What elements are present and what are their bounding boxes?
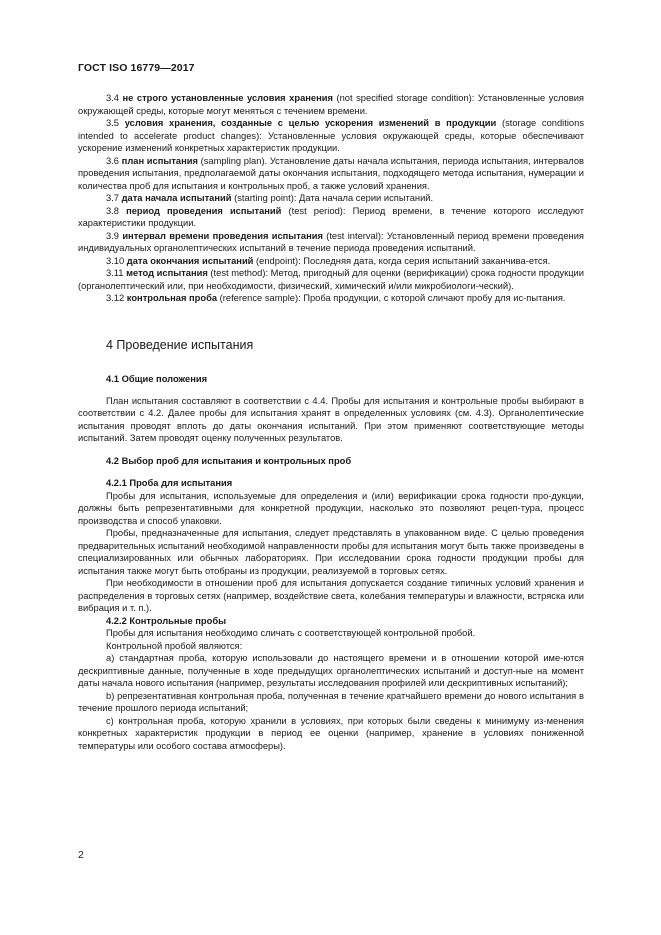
page-number: 2 bbox=[78, 849, 84, 861]
document-header: ГОСТ ISO 16779—2017 bbox=[78, 62, 195, 74]
paragraph: Пробы для испытания необходимо сличать с соответствующей контрольной пробой. bbox=[106, 628, 476, 638]
term: период проведения испытаний bbox=[126, 205, 282, 216]
paragraph: Пробы, предназначенные для испытания, следует представлять в упакованном виде. С целью проведения предварительных испытаний необходимой направленности пробы для испытания могут быть также произведены в специализированных или обычных лабораториях. При исследовании срока годности продукции пробы для испытания также могут быть отобраны из продукции, реализуемой в торговых сетях. bbox=[78, 528, 584, 576]
definitions-list bbox=[78, 92, 584, 305]
definition-3-12: 3.12 контрольная проба (reference sample): Проба продукции, с которой сличают пробу для ис-пытания. bbox=[106, 293, 566, 303]
list-item: с) контрольная проба, которую хранили в условиях, при которых были сведены к минимуму из-менения конкретных характеристик продукции в период ее оценки (например, хранение в условиях пониженной температуры или особого состава атмосферы). bbox=[78, 715, 584, 751]
definition-3-8: 3.8 период проведения испытаний (test period): Период времени, в течение которого исследуют характеристики продукции. bbox=[78, 205, 585, 228]
definition-3-5: 3.5 условия хранения, созданные с целью ускорения изменений в продукции (storage conditions intended to accelerate product changes): Установленные условия окружающей среды, которые обеспечивают ускорение изменений конкретных характеристик продукции. bbox=[78, 118, 584, 153]
paragraph: При необходимости в отношении проб для испытания допускается создание типичных условий хранения и распределения в торговых сетях (например, воздействие света, колебания температуры и влажности, встряска или вибрация и т. п.). bbox=[78, 578, 584, 613]
term: дата окончания испытаний bbox=[126, 255, 254, 266]
term: план испытания bbox=[121, 155, 198, 166]
paragraph: План испытания составляют в соответствии с 4.4. Пробы для испытания и контрольные пробы выбирают в соответствии с 4.2. Далее пробы для испытания хранят в определенных условиях (см. 4.3). Органолептические испытания проводят вплоть до даты окончания испытаний. При этом применяют соответствующие методы испытаний. Затем проводят оценку полученных результатов. bbox=[78, 395, 584, 443]
term: контрольная проба bbox=[126, 293, 218, 303]
clause-heading: 4.2.1 Проба для испытания bbox=[106, 478, 233, 488]
term: метод испытания bbox=[126, 268, 208, 278]
term: интервал времени проведения испытания bbox=[122, 230, 323, 241]
definition-3-9: 3.9 интервал времени проведения испытания (test interval): Установленный период времени проведения индивидуальных органолептических испытаний в течение периода проведения испытаний. bbox=[78, 230, 584, 253]
list-item: а) стандартная проба, которую использовали до настоящего времени и в отношении которой име-ются дескриптивные данные, полученные в ходе предыдущих органолептических испытаний и доступ-ные на момент даты начала нового испытания (например, результаты исследования профилей или дескриптивных испытаний); bbox=[78, 653, 584, 688]
definition-3-6: 3.6 план испытания (sampling plan). Установление даты начала испытания, периода испытания, интервалов проведения испытания, предполагаемой даты окончания испытания, подходящего метода испытания, нумерации и количества проб для испытания и контрольных проб, а также условий хранения. bbox=[78, 155, 584, 191]
definition-3-10: 3.10 дата окончания испытаний (endpoint): Последняя дата, когда серия испытаний заканчива-ется. bbox=[106, 255, 551, 266]
document-body bbox=[78, 92, 584, 752]
section-heading: 4 Проведение испытания bbox=[106, 337, 254, 352]
definition-3-11: 3.11 метод испытания (test method): Метод, пригодный для оценки (верификации) срока годности продукции (органолептический или, при необходимости, физический, химический и/или микробиологи-ческий). bbox=[78, 268, 584, 291]
definition-3-7: 3.7 дата начала испытаний (starting point): Дата начала серии испытаний. bbox=[106, 193, 434, 203]
subsection-heading: 4.2 Выбор проб для испытания и контрольных проб bbox=[106, 455, 352, 466]
paragraph: Контрольной пробой являются: bbox=[106, 640, 243, 651]
subsection-heading: 4.1 Общие положения bbox=[106, 374, 208, 384]
clause-heading: 4.2.2 Контрольные пробы bbox=[106, 615, 227, 626]
paragraph: Пробы для испытания, используемые для определения и (или) верификации срока годности про-дукции, должны быть репрезентативными для конкретной продукции, насколько это позволяют рецеп-тура, процесс производства и способ упаковки. bbox=[78, 490, 584, 526]
definition-3-4: 3.4 не строго установленные условия хранения (not specified storage condition): Установленные условия окружающей среды, которые могут меняться с течением времени. bbox=[78, 93, 584, 116]
term: дата начала испытаний bbox=[121, 193, 232, 203]
list-item: b) репрезентативная контрольная проба, полученная в течение кратчайшего времени до нового испытания в течение прошлого периода испытаний; bbox=[78, 690, 584, 713]
term: не строго установленные условия хранения bbox=[122, 93, 333, 103]
term: условия хранения, созданные с целью ускорения изменений в продукции bbox=[124, 118, 497, 128]
